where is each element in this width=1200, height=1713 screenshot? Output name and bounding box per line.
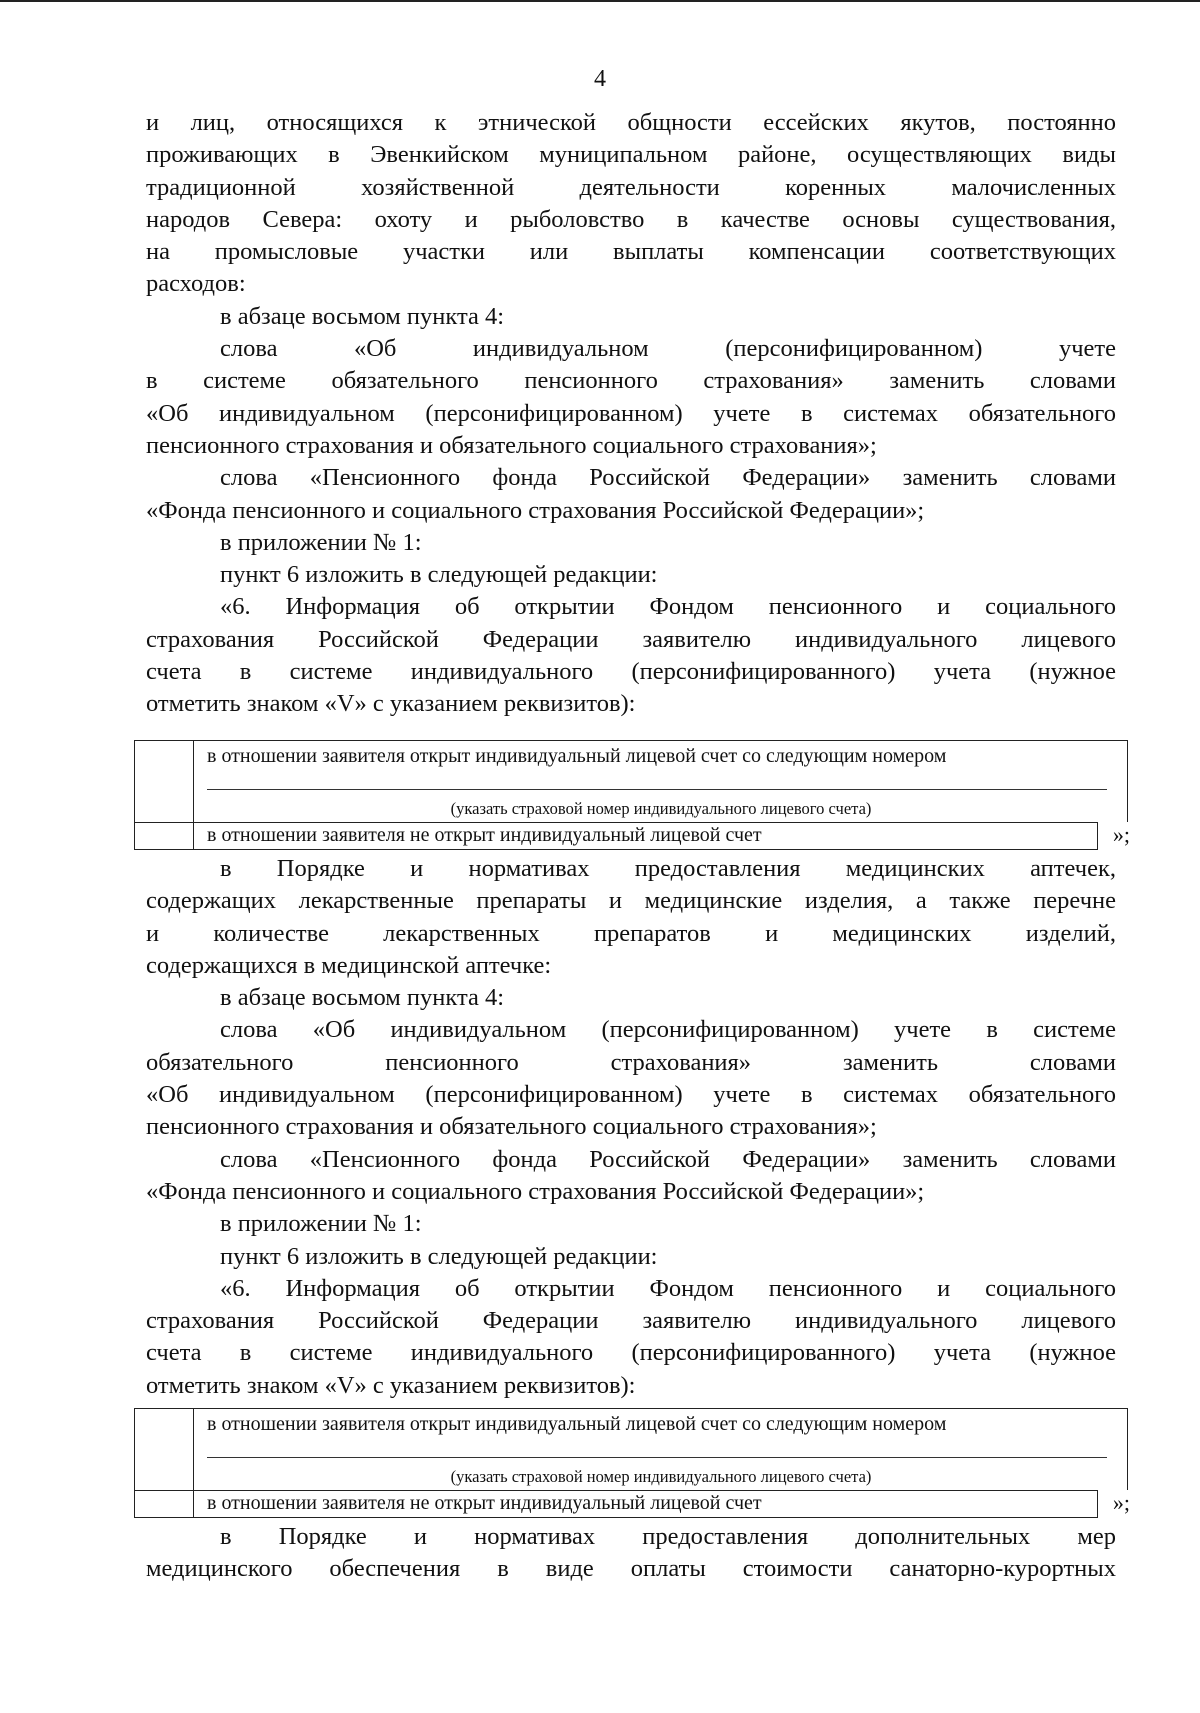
checkbox-cell[interactable] xyxy=(135,1491,194,1517)
text-line: пункт 6 изложить в следующей редакции: xyxy=(220,561,658,589)
text-line: в абзаце восьмом пункта 4: xyxy=(220,302,505,330)
table-row xyxy=(134,1408,1128,1490)
text-line: и количестве лекарственных препаратов и медицинских изделий, xyxy=(146,919,1116,947)
text-block-2 xyxy=(146,853,1116,1402)
page-number: 4 xyxy=(594,66,606,92)
text-line: в приложении № 1: xyxy=(220,1210,422,1238)
row-hint: (указать страховой номер индивидуального лицевого счета) xyxy=(450,799,872,818)
row-opened-text: в отношении заявителя открыт индивидуальный лицевой счет со следующим номером xyxy=(207,745,947,767)
table-row xyxy=(134,1490,1098,1518)
text-line: содержащих лекарственные препараты и медицинские изделия, а также перечне xyxy=(146,887,1116,915)
account-table-1 xyxy=(134,740,1128,850)
text-line: в системе обязательного пенсионного страхования» заменить словами xyxy=(146,367,1116,395)
row-hint: (указать страховой номер индивидуального лицевого счета) xyxy=(450,1467,872,1486)
text-line: пенсионного страхования и обязательного социального страхования»; xyxy=(146,1113,877,1141)
text-line: расходов: xyxy=(146,270,246,298)
text-line: обязательного пенсионного страхования» заменить словами xyxy=(146,1048,1116,1076)
row-opened-text: в отношении заявителя открыт индивидуальный лицевой счет со следующим номером xyxy=(207,1413,947,1435)
closing-quote: »; xyxy=(1112,1490,1130,1515)
text-line: страхования Российской Федерации заявителю индивидуального лицевого xyxy=(146,625,1116,653)
text-line: счета в системе индивидуального (персонифицированного) учета (нужное xyxy=(146,658,1116,686)
table-row xyxy=(134,740,1128,822)
closing-quote: »; xyxy=(1112,822,1130,847)
account-table-2 xyxy=(134,1408,1128,1518)
text-line: в Порядке и нормативах предоставления медицинских аптечек, xyxy=(220,855,1116,882)
text-line: слова «Пенсионного фонда Российской Федерации» заменить словами xyxy=(220,464,1116,492)
fill-in-line xyxy=(207,1457,1107,1458)
text-line: слова «Об индивидуальном (персонифицированном) учете в системе xyxy=(220,1016,1116,1044)
text-line: «Фонда пенсионного и социального страхования Российской Федерации»; xyxy=(146,496,925,524)
text-line: проживающих в Эвенкийском муниципальном районе, осуществляющих виды xyxy=(146,141,1116,169)
text-line: в абзаце восьмом пункта 4: xyxy=(220,984,505,1012)
text-line: на промысловые участки или выплаты компенсации соответствующих xyxy=(146,238,1116,266)
text-line: «6. Информация об открытии Фондом пенсионного и социального xyxy=(220,1274,1116,1302)
text-line: «Об индивидуальном (персонифицированном) учете в системах обязательного xyxy=(146,399,1116,427)
row-not-opened-text: в отношении заявителя не открыт индивидуальный лицевой счет xyxy=(207,1492,762,1514)
text-line: пенсионного страхования и обязательного социального страхования»; xyxy=(146,431,877,459)
text-line: «Фонда пенсионного и социального страхования Российской Федерации»; xyxy=(146,1177,925,1205)
fill-in-line xyxy=(207,789,1107,790)
table-row xyxy=(134,822,1098,850)
text-line: слова «Об индивидуальном (персонифицированном) учете xyxy=(220,335,1116,363)
text-line: «Об индивидуальном (персонифицированном) учете в системах обязательного xyxy=(146,1081,1116,1109)
text-line: и лиц, относящихся к этнической общности ессейских якутов, постоянно xyxy=(146,109,1116,136)
text-line: содержащихся в медицинской аптечке: xyxy=(146,951,552,979)
text-line: отметить знаком «V» с указанием реквизитов): xyxy=(146,1371,636,1399)
text-line: в Порядке и нормативах предоставления дополнительных мер xyxy=(220,1523,1116,1550)
text-block-1 xyxy=(146,107,1116,721)
text-line: страхования Российской Федерации заявителю индивидуального лицевого xyxy=(146,1307,1116,1335)
text-line: счета в системе индивидуального (персонифицированного) учета (нужное xyxy=(146,1339,1116,1367)
top-border-line xyxy=(0,0,1200,2)
text-line: отметить знаком «V» с указанием реквизитов): xyxy=(146,690,636,718)
text-line: традиционной хозяйственной деятельности коренных малочисленных xyxy=(146,173,1116,201)
text-line: медицинского обеспечения в виде оплаты стоимости санаторно-курортных xyxy=(146,1555,1116,1583)
text-block-3 xyxy=(146,1521,1116,1586)
checkbox-cell[interactable] xyxy=(135,823,194,849)
text-line: «6. Информация об открытии Фондом пенсионного и социального xyxy=(220,593,1116,621)
text-line: народов Севера: охоту и рыболовство в качестве основы существования, xyxy=(146,205,1116,233)
text-line: слова «Пенсионного фонда Российской Федерации» заменить словами xyxy=(220,1145,1116,1173)
text-line: в приложении № 1: xyxy=(220,528,422,556)
row-not-opened-text: в отношении заявителя не открыт индивидуальный лицевой счет xyxy=(207,824,762,846)
text-line: пункт 6 изложить в следующей редакции: xyxy=(220,1242,658,1270)
